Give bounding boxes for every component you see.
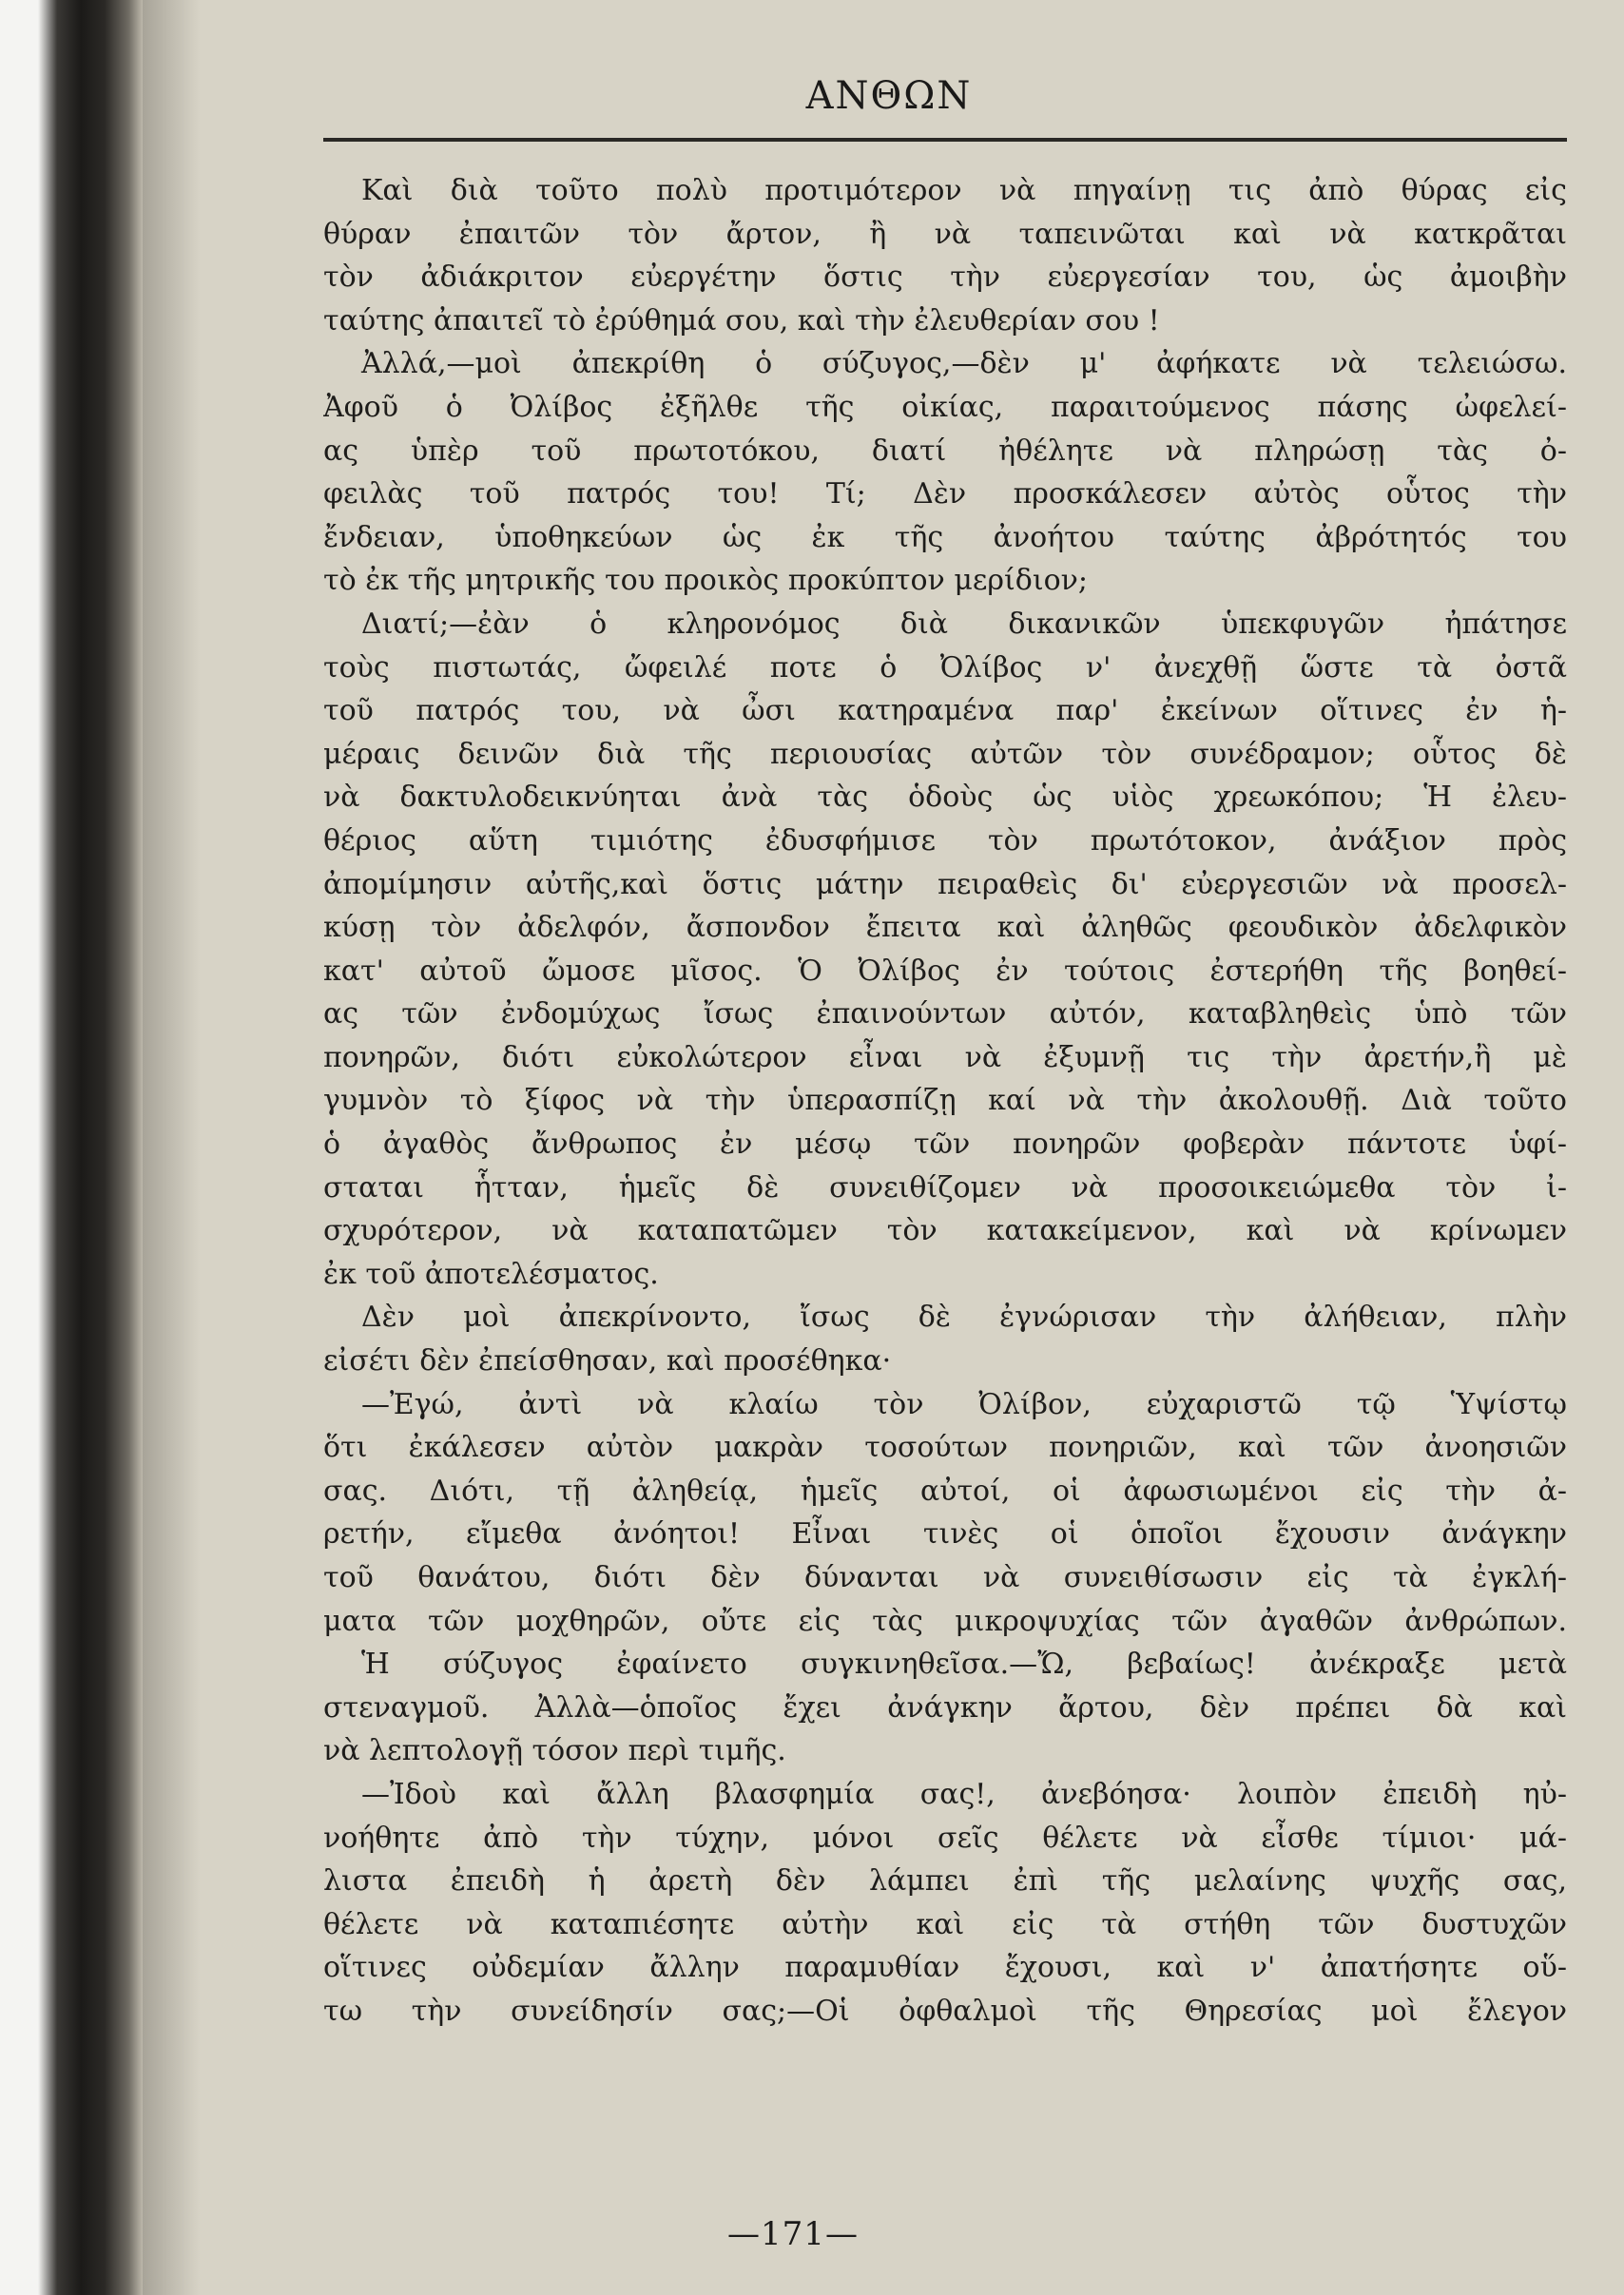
- running-head: ΑΝΘΩΝ: [805, 74, 973, 118]
- text-line: ἀπομίμησιν αὐτῆς,καὶ ὅστις μάτην πειραθεὶς δι' εὐεργεσιῶν νὰ προσελ-: [323, 867, 1567, 901]
- text-line: ματα τῶν μοχθηρῶν, οὔτε εἰς τὰς μικροψυχίας τῶν ἀγαθῶν ἀνθρώπων.: [323, 1604, 1567, 1638]
- body-text: [323, 169, 1567, 2034]
- text-line: τοῦ πατρός του, νὰ ὦσι κατηραμένα παρ' ἐκείνων οἵτινες ἐν ἡ-: [323, 694, 1567, 728]
- text-line: σχυρότερον, νὰ καταπατῶμεν τὸν κατακείμενον, καὶ νὰ κρίνωμεν: [323, 1214, 1567, 1248]
- text-line: θέλετε νὰ καταπιέσητε αὐτὴν καὶ εἰς τὰ στήθη τῶν δυστυχῶν: [323, 1907, 1567, 1941]
- text-line: ας τῶν ἐνδομύχως ἴσως ἐπαινούντων αὐτόν, καταβληθεὶς ὑπὸ τῶν: [323, 997, 1567, 1032]
- text-line: λιστα ἐπειδὴ ἡ ἀρετὴ δὲν λάμπει ἐπὶ τῆς μελαίνης ψυχῆς σας,: [323, 1864, 1567, 1899]
- text-line: Ἀλλά,—μοὶ ἀπεκρίθη ὁ σύζυγος,—δὲν μ' ἀφήκατε νὰ τελειώσω.: [361, 347, 1567, 381]
- text-line: τοὺς πιστωτάς, ὤφειλέ ποτε ὁ Ὀλίβος ν' ἀνεχθῇ ὥστε τὰ ὀστᾶ: [323, 650, 1567, 685]
- text-line: οἵτινες οὐδεμίαν ἄλλην παραμυθίαν ἔχουσι, καὶ ν' ἀπατήσητε οὕ-: [323, 1951, 1567, 1985]
- text-line: Ἀφοῦ ὁ Ὀλίβος ἐξῆλθε τῆς οἰκίας, παραιτούμενος πάσης ὠφελεί-: [323, 390, 1567, 424]
- text-line: ὁ ἀγαθὸς ἄνθρωπος ἐν μέσῳ τῶν πονηρῶν φοβερὰν πάντοτε ὑφί-: [323, 1128, 1567, 1162]
- text-line: εἰσέτι δὲν ἐπείσθησαν, καὶ προσέθηκα·: [323, 1344, 892, 1379]
- text-line: κατ' αὐτοῦ ὤμοσε μῖσος. Ὁ Ὀλίβος ἐν τούτοις ἐστερήθη τῆς βοηθεί-: [323, 954, 1567, 988]
- text-line: κύσῃ τὸν ἀδελφόν, ἄσπονδον ἔπειτα καὶ ἀληθῶς φεουδικὸν ἀδελφικὸν: [323, 911, 1567, 945]
- text-line: ταύτης ἀπαιτεῖ τὸ ἐρύθημά σου, καὶ τὴν ἐλευθερίαν σου !: [323, 303, 1160, 338]
- text-line: Καὶ διὰ τοῦτο πολὺ προτιμότερον νὰ πηγαίνῃ τις ἀπὸ θύρας εἰς: [361, 174, 1567, 207]
- text-line: σας. Διότι, τῇ ἀληθείᾳ, ἡμεῖς αὐτοί, οἱ ἀφωσιωμένοι εἰς τὴν ἀ-: [323, 1474, 1567, 1508]
- text-line: νοήθητε ἀπὸ τὴν τύχην, μόνοι σεῖς θέλετε νὰ εἶσθε τίμιοι· μά-: [323, 1821, 1567, 1855]
- binding-shadow: [0, 0, 143, 2295]
- text-line: ρετήν, εἴμεθα ἀνόητοι! Εἶναι τινὲς οἱ ὁποῖοι ἔχουσιν ἀνάγκην: [323, 1517, 1567, 1552]
- text-line: —Ἐγώ, ἀντὶ νὰ κλαίω τὸν Ὀλίβον, εὐχαριστῶ τῷ Ὑψίστῳ: [361, 1387, 1567, 1421]
- text-line: ἐκ τοῦ ἀποτελέσματος.: [323, 1257, 659, 1291]
- text-line: στεναγμοῦ. Ἀλλὰ—ὁποῖος ἔχει ἀνάγκην ἄρτου, δὲν πρέπει δὰ καὶ: [323, 1690, 1567, 1725]
- text-line: τω τὴν συνείδησίν σας;—Οἱ ὀφθαλμοὶ τῆς Θηρεσίας μοὶ ἔλεγον: [323, 1994, 1567, 2028]
- text-line: Δὲν μοὶ ἀπεκρίνοντο, ἴσως δὲ ἐγνώρισαν τὴν ἀλήθειαν, πλὴν: [361, 1301, 1567, 1335]
- text-line: τοῦ θανάτου, διότι δὲν δύνανται νὰ συνειθίσωσιν εἰς τὰ ἐγκλή-: [323, 1561, 1567, 1594]
- text-line: θέριος αὕτη τιμιότης ἐδυσφήμισε τὸν πρωτότοκον, ἀνάξιον πρὸς: [323, 823, 1567, 858]
- page-number: —171—: [727, 2215, 859, 2253]
- header-rule: [323, 138, 1567, 142]
- text-line: φειλὰς τοῦ πατρός του! Τί; Δὲν προσκάλεσεν αὐτὸς οὗτος τὴν: [323, 477, 1567, 511]
- text-line: τὸ ἐκ τῆς μητρικῆς του προικὸς προκύπτον μερίδιον;: [323, 564, 1088, 598]
- book-page: [190, 0, 1588, 2295]
- text-line: πονηρῶν, διότι εὐκολώτερον εἶναι νὰ ἐξυμνῇ τις τὴν ἀρετήν,ἢ μὲ: [323, 1040, 1567, 1074]
- text-line: θύραν ἐπαιτῶν τὸν ἄρτον, ἢ νὰ ταπεινῶται καὶ νὰ κατκρᾶται: [323, 217, 1567, 251]
- text-line: —Ἰδοὺ καὶ ἄλλη βλασφημία σας!, ἀνεβόησα· λοιπὸν ἐπειδὴ ηὐ-: [361, 1777, 1567, 1811]
- text-line: νὰ δακτυλοδεικνύηται ἀνὰ τὰς ὁδοὺς ὡς υἱὸς χρεωκόπου; Ἡ ἐλευ-: [323, 781, 1567, 815]
- text-line: σταται ἧτταν, ἡμεῖς δὲ συνειθίζομεν νὰ προσοικειώμεθα τὸν ἰ-: [323, 1170, 1567, 1205]
- text-line: Διατί;—ἐὰν ὁ κληρονόμος διὰ δικανικῶν ὑπεκφυγῶν ἠπάτησε: [361, 607, 1567, 641]
- text-line: μέραις δεινῶν διὰ τῆς περιουσίας αὐτῶν τὸν συνέδραμον; οὗτος δὲ: [323, 737, 1567, 771]
- text-line: νὰ λεπτολογῇ τόσον περὶ τιμῆς.: [323, 1734, 786, 1768]
- text-line: γυμνὸν τὸ ξίφος νὰ τὴν ὑπερασπίζῃ καί νὰ τὴν ἀκολουθῇ. Διὰ τοῦτο: [323, 1084, 1567, 1118]
- text-line: τὸν ἀδιάκριτον εὐεργέτην ὅστις τὴν εὐεργεσίαν του, ὡς ἀμοιβὴν: [323, 260, 1567, 295]
- text-line: Ἡ σύζυγος ἐφαίνετο συγκινηθεῖσα.—Ὤ, βεβαίως! ἀνέκραξε μετὰ: [361, 1648, 1567, 1682]
- text-line: ὅτι ἐκάλεσεν αὐτὸν μακρὰν τοσούτων πονηριῶν, καὶ τῶν ἀνοησιῶν: [323, 1431, 1567, 1465]
- text-line: ἔνδειαν, ὑποθηκεύων ὡς ἐκ τῆς ἀνοήτου ταύτης ἀβρότητός του: [323, 520, 1567, 554]
- text-line: ας ὑπὲρ τοῦ πρωτοτόκου, διατί ἠθέλητε νὰ πληρώσῃ τὰς ὀ-: [323, 434, 1567, 468]
